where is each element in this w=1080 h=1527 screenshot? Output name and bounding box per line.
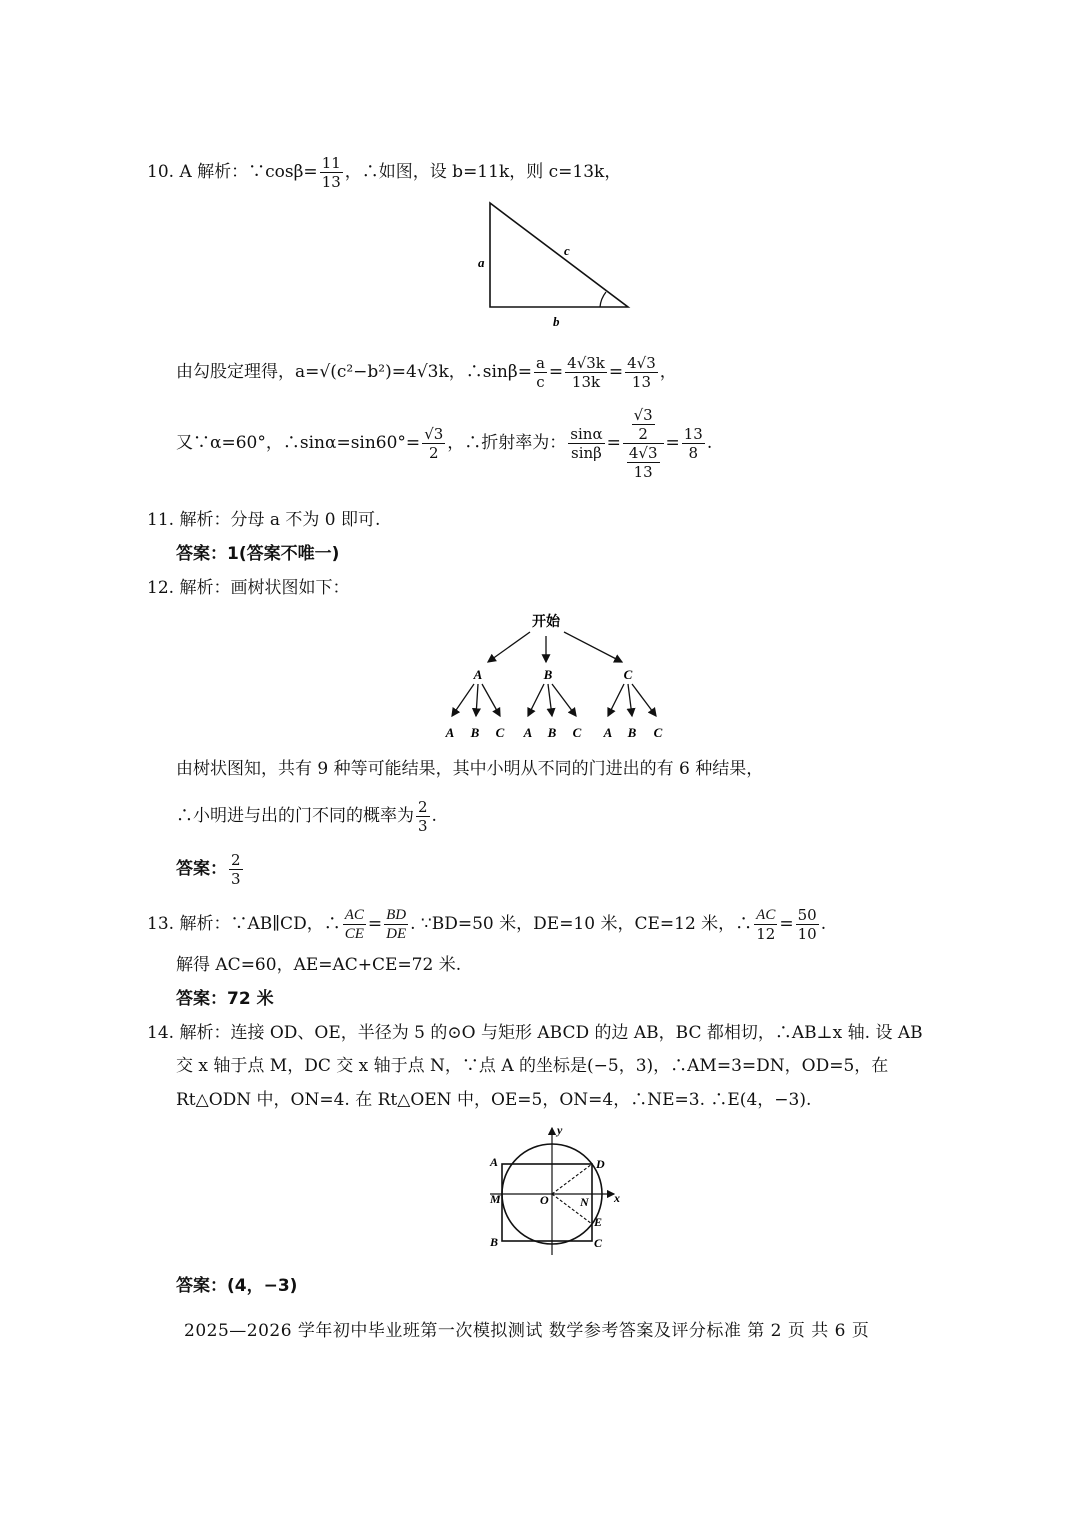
tree-l1-b: B bbox=[543, 667, 553, 682]
side-a-label: a bbox=[478, 255, 485, 270]
answer-frac: $\frac{2}{3}$ bbox=[231, 851, 241, 888]
prob-frac: $\frac{2}{3}$ bbox=[418, 798, 428, 835]
label-a: A bbox=[490, 1155, 499, 1169]
label-m: M bbox=[490, 1192, 501, 1206]
q13-frac-ac-12: $\frac{AC}{12}$ bbox=[756, 907, 776, 943]
sin60-frac: $\frac{√3}{2}$ bbox=[424, 425, 444, 462]
label-c: C bbox=[594, 1236, 603, 1250]
q12-answer: 答案： $\frac{2}{3}$ bbox=[176, 851, 241, 888]
tree-l2-ac: C bbox=[495, 725, 505, 740]
ratio-frac: $\frac{\sin\alpha}{\sin\beta}$ bbox=[570, 425, 603, 462]
q12-text1: 由树状图知，共有 9 种等可能结果，其中小明从不同的门进出的有 6 种结果， bbox=[176, 759, 764, 779]
tree-l2-ba: A bbox=[523, 725, 533, 740]
tree-l2-bc: C bbox=[572, 725, 582, 740]
tree-l2-cb: B bbox=[627, 725, 637, 740]
triangle-shape bbox=[490, 203, 628, 307]
result-frac: $\frac{13}{8}$ bbox=[683, 425, 703, 462]
label-b: B bbox=[490, 1235, 499, 1249]
right-triangle-figure bbox=[470, 195, 650, 335]
tree-root: 开始 bbox=[532, 615, 560, 630]
side-c-label: c bbox=[564, 243, 570, 258]
tree-diagram bbox=[430, 606, 680, 746]
q14-line3: Rt△ODN 中，ON=4. 在 Rt△OEN 中，OE=5，ON=4，∴NE=3. ∴E(4，−3). bbox=[176, 1090, 812, 1110]
tree-l2-bb: B bbox=[547, 725, 557, 740]
q10-refraction-line: 又∵α=60°，∴sinα=sin60°= $\frac{√3}{2}$ ，∴折射率为： $\frac{\sin\alpha}{\sin\beta}$ = $\frac{\frac{√3}{2}}{\frac{4√3}{13}}$ = $\frac{13}{8}$ . bbox=[176, 406, 713, 481]
q13-frac-ac-ce: $\frac{AC}{CE}$ bbox=[344, 907, 364, 942]
q13-frac-50-10: $\frac{50}{10}$ bbox=[797, 906, 817, 943]
label-x: x bbox=[614, 1191, 620, 1205]
label-y: y bbox=[557, 1123, 563, 1137]
q10-header: 10. A 解析：∵cosβ= $\frac{11}{13}$ ，∴如图，设 b=11k，则 c=13k， bbox=[147, 154, 622, 191]
circle-rectangle-figure bbox=[480, 1122, 630, 1257]
complex-frac: $\frac{\frac{√3}{2}}{\frac{4√3}{13}}$ bbox=[623, 406, 664, 481]
side-b-label: b bbox=[553, 314, 560, 329]
cos-fraction: $\frac{11}{13}$ bbox=[321, 154, 341, 191]
tree-l2-cc: C bbox=[653, 725, 663, 740]
tree-l2-ca: A bbox=[603, 725, 613, 740]
label-e: E bbox=[594, 1215, 603, 1229]
tree-l1-a: A bbox=[473, 667, 483, 682]
q11-analysis: 11. 解析：分母 a 不为 0 即可. bbox=[147, 510, 381, 530]
sinb-frac-1: $\frac{a}{c}$ bbox=[535, 354, 545, 391]
angle-beta-arc bbox=[600, 292, 606, 307]
tree-l2-aa: A bbox=[445, 725, 455, 740]
q14-line2: 交 x 轴于点 M，DC 交 x 轴于点 N，∵点 A 的坐标是(−5，3)，∴AM=3=DN，OD=5，在 bbox=[176, 1056, 889, 1076]
q13-frac-bd-de: $\frac{BD}{DE}$ bbox=[386, 907, 407, 942]
label-d: D bbox=[596, 1157, 605, 1171]
q13-answer: 答案：72 米 bbox=[176, 989, 274, 1009]
label-o: O bbox=[540, 1193, 549, 1207]
q10-pythagoras-line: 由勾股定理得，a=√(c²−b²)=4√3k，∴sinβ= $\frac{a}{c}$ = $\frac{4√3k}{13k}$ = $\frac{4√3}{13}$ ， bbox=[176, 354, 677, 391]
q14-answer: 答案：(4，−3) bbox=[176, 1276, 298, 1296]
q13-solve: 解得 AC=60，AE=AC+CE=72 米. bbox=[176, 955, 462, 975]
tree-l2-ab: B bbox=[470, 725, 480, 740]
q12-analysis: 12. 解析：画树状图如下： bbox=[147, 578, 350, 598]
q13-analysis: 13. 解析：∵AB∥CD，∴ $\frac{AC}{CE}$ = $\frac{BD}{DE}$ . ∵BD=50 米，DE=10 米，CE=12 米，∴ $\frac{AC}{12}$ = $\frac{50}{10}$ . bbox=[147, 906, 827, 943]
q11-answer: 答案：1(答案不唯一) bbox=[176, 544, 340, 564]
sinb-frac-2: $\frac{4√3k}{13k}$ bbox=[567, 354, 605, 391]
page-footer: 2025—2026 学年初中毕业班第一次模拟测试 数学参考答案及评分标准 第 2 页 共 6 页 bbox=[184, 1321, 870, 1341]
label-n: N bbox=[580, 1195, 589, 1209]
segment-od bbox=[552, 1164, 592, 1194]
sinb-frac-3: $\frac{4√3}{13}$ bbox=[627, 354, 656, 391]
q12-text2: ∴小明进与出的门不同的概率为 $\frac{2}{3}$ . bbox=[176, 798, 437, 835]
q14-line1: 14. 解析：连接 OD、OE，半径为 5 的⊙O 与矩形 ABCD 的边 AB，BC 都相切，∴AB⊥x 轴. 设 AB bbox=[147, 1023, 923, 1043]
tree-l1-c: C bbox=[623, 667, 633, 682]
